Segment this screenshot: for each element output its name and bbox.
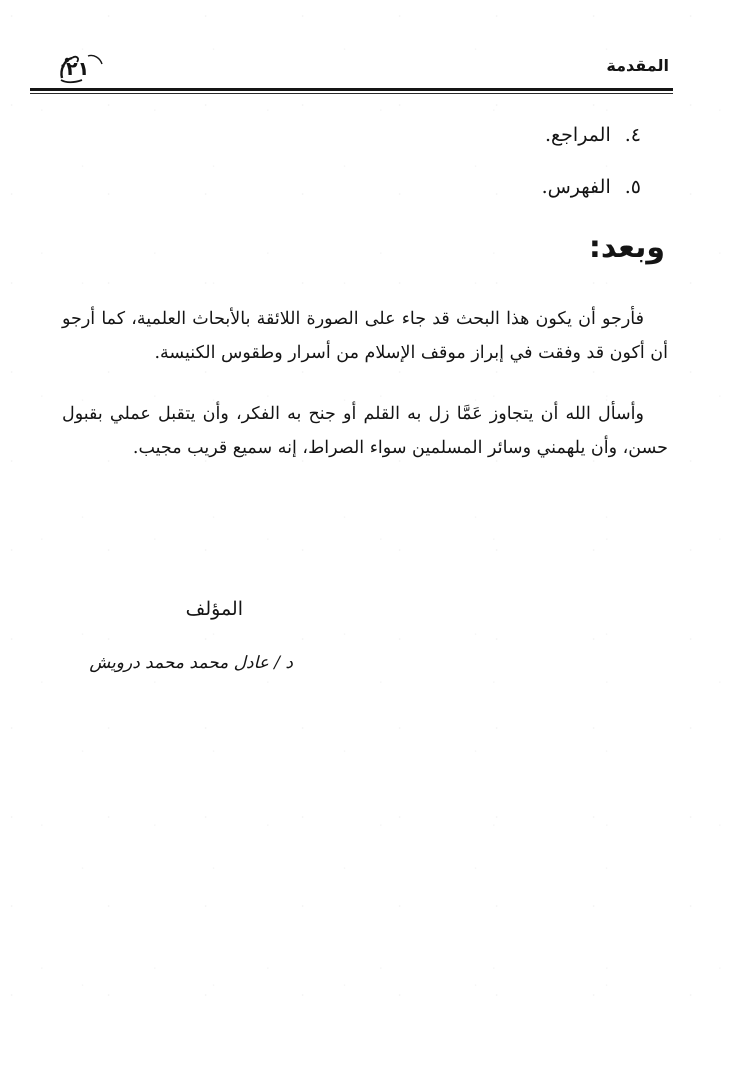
list-item-number: ٥. bbox=[624, 176, 641, 198]
page-number: ٢١ bbox=[66, 58, 90, 80]
signature-name: د / عادل محمد محمد درويش bbox=[89, 653, 293, 673]
list-item bbox=[542, 176, 641, 206]
section-heading: وبعد: bbox=[588, 230, 665, 265]
list-item-label: الفهرس. bbox=[541, 176, 611, 198]
body-paragraph: وأسأل الله أن يتجاوز عَمَّا زل به القلم أو جنح به الفكر، وأن يتقبل عملي بقبول حسن، وأن يلهمني وسائر المسلمين سواء الصراط، إنه سميع قريب مجيب. bbox=[62, 404, 668, 458]
header-rule-thin bbox=[30, 93, 673, 94]
header-rule-thick bbox=[30, 88, 673, 91]
signature-label: المؤلف bbox=[185, 598, 243, 620]
list-item bbox=[545, 124, 641, 154]
body-paragraph: فأرجو أن يكون هذا البحث قد جاء على الصورة اللائقة بالأبحاث العلمية، كما أرجو أن أكون قد وفقت في إبراز موقف الإسلام من أسرار وطقوس الكنيسة. bbox=[62, 309, 668, 363]
running-header-title: المقدمة bbox=[606, 56, 669, 75]
list-item-number: ٤. bbox=[624, 124, 641, 146]
page-number-ornament bbox=[58, 52, 108, 86]
list-item-label: المراجع. bbox=[545, 124, 611, 146]
